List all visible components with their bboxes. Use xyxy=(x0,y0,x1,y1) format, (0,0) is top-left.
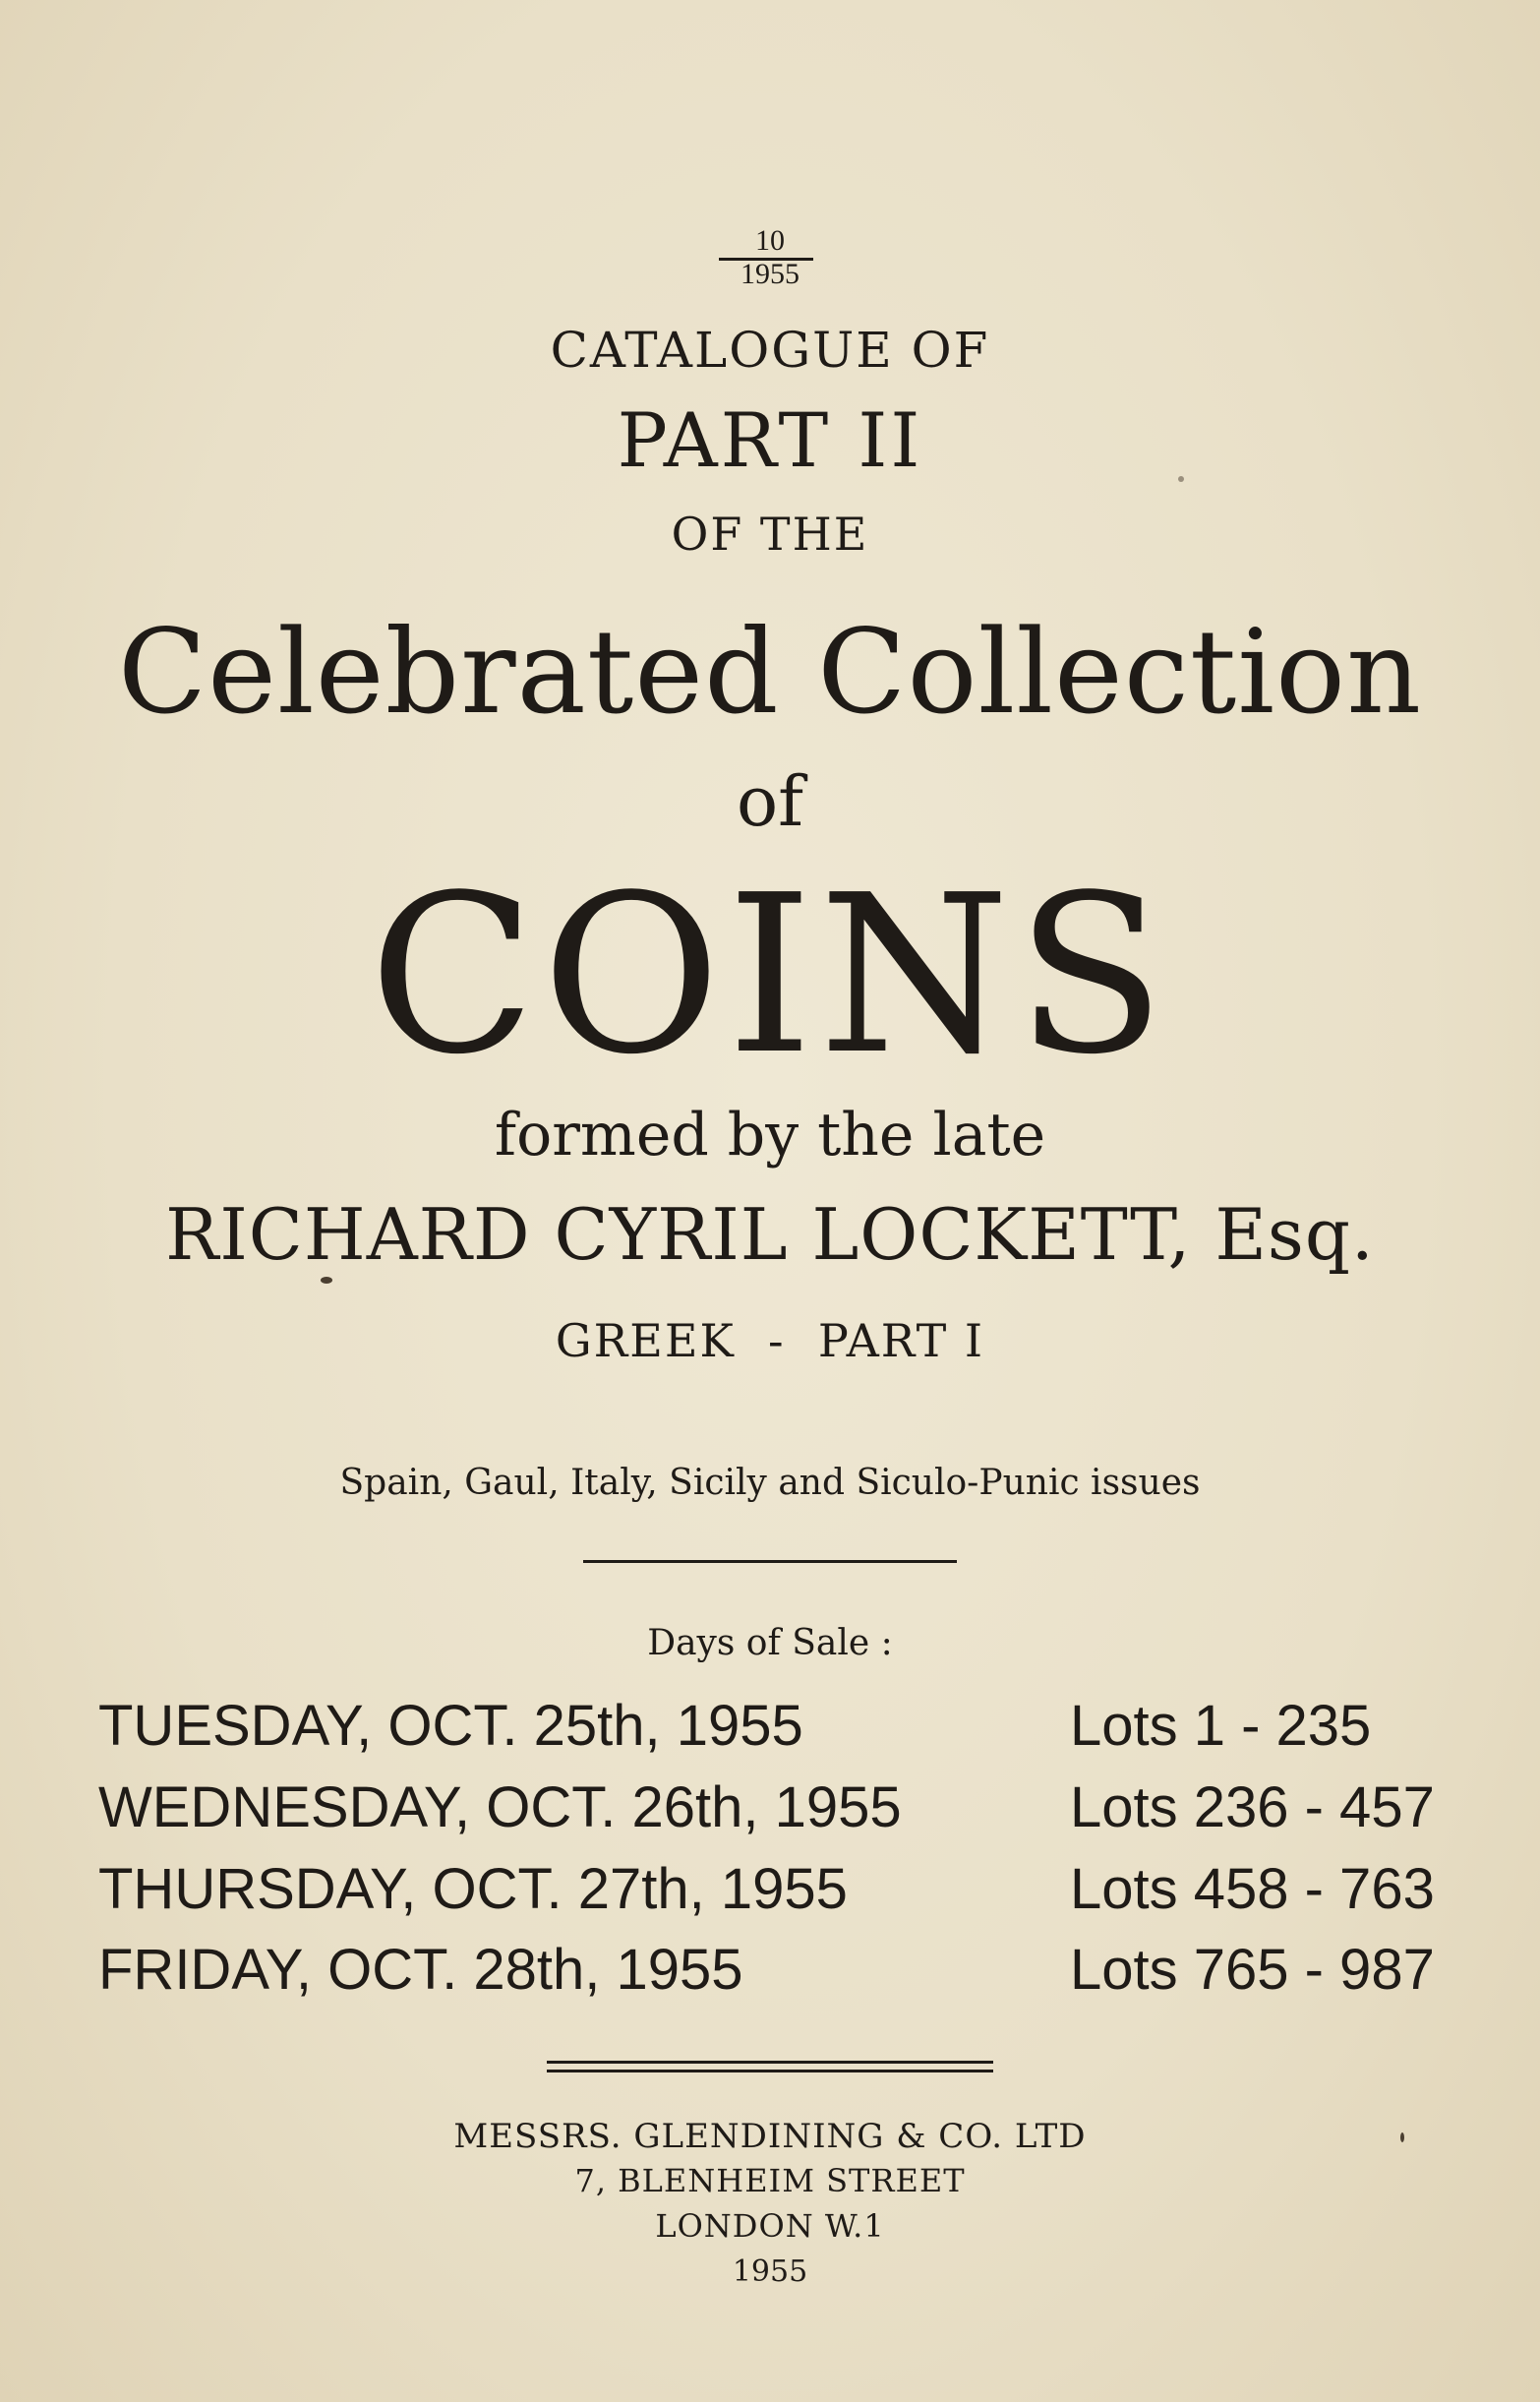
section-divider xyxy=(583,1560,957,1563)
sale-day-row xyxy=(98,1855,1436,1924)
footer-divider-top xyxy=(547,2061,993,2064)
part-number: PART II xyxy=(617,396,923,484)
subject-title: COINS xyxy=(369,849,1171,1103)
collector-name: RICHARD CYRIL LOCKETT, Esq. xyxy=(165,1193,1375,1276)
sale-lots: Lots 1 - 235 xyxy=(1070,1694,1372,1758)
sale-date: FRIDAY, OCT. 28th, 1955 xyxy=(98,1938,743,2002)
sale-date: WEDNESDAY, OCT. 26th, 1955 xyxy=(98,1775,902,1839)
days-of-sale-label: Days of Sale : xyxy=(647,1623,893,1663)
publisher-city: LONDON W.1 xyxy=(655,2207,885,2245)
sale-lots: Lots 458 - 763 xyxy=(1070,1857,1435,1921)
sale-date: THURSDAY, OCT. 27th, 1955 xyxy=(98,1857,848,1921)
regions-text: Spain, Gaul, Italy, Sicily and Siculo-Punic issues xyxy=(339,1463,1201,1503)
footer-divider-bottom xyxy=(547,2070,993,2072)
sale-lots: Lots 765 - 987 xyxy=(1070,1938,1435,2002)
paper-speck xyxy=(321,1277,332,1284)
sale-date: TUESDAY, OCT. 25th, 1955 xyxy=(98,1694,803,1758)
collection-title: Celebrated Collection xyxy=(117,604,1423,740)
paper-speck xyxy=(1400,2132,1404,2142)
issue-number: 10 xyxy=(755,224,785,257)
catalogue-heading: CATALOGUE OF xyxy=(550,322,990,379)
section-heading: GREEK - PART I xyxy=(555,1314,985,1367)
paper-speck xyxy=(1178,476,1184,482)
publisher-name: MESSRS. GLENDINING & CO. LTD xyxy=(453,2117,1087,2156)
of-text: of xyxy=(736,761,804,842)
publisher-street: 7, BLENHEIM STREET xyxy=(574,2162,966,2199)
sale-day-row xyxy=(98,1773,1436,1842)
formed-by-text: formed by the late xyxy=(494,1101,1046,1170)
issue-year: 1955 xyxy=(740,258,800,290)
sale-day-row xyxy=(98,1936,1436,2005)
of-the-text: OF THE xyxy=(671,508,869,561)
publication-year: 1955 xyxy=(732,2254,808,2289)
sale-day-row xyxy=(98,1692,1436,1761)
sale-lots: Lots 236 - 457 xyxy=(1070,1775,1435,1839)
